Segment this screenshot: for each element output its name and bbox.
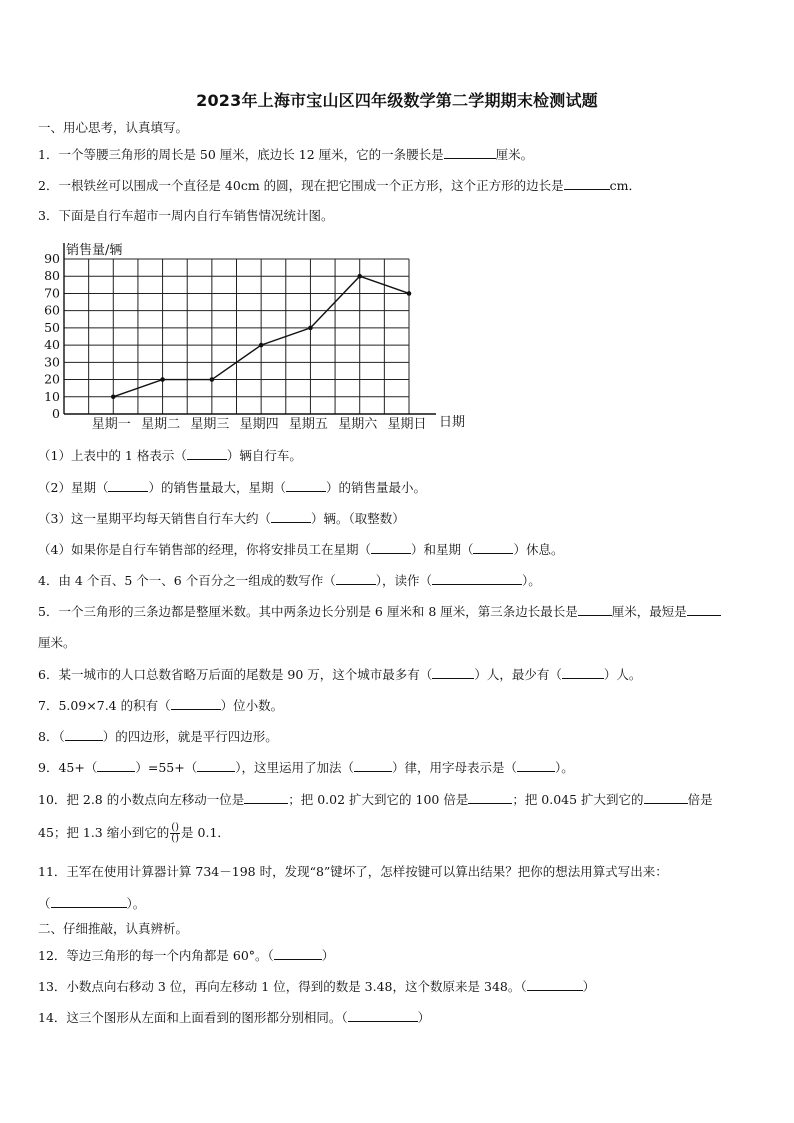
question-text: （2）星期（ (38, 480, 109, 495)
y-tick-label: 30 (44, 354, 60, 370)
question-text: ）人，最少有（ (474, 667, 562, 682)
y-tick-label: 80 (44, 268, 60, 284)
x-tick-label: 星期五 (288, 417, 328, 432)
question-text: ）辆。（取整数） (310, 511, 405, 526)
question-text: 14．这三个图形从左面和上面看到的图形都分别相同。（ (38, 1010, 348, 1025)
answer-blank[interactable] (108, 479, 148, 492)
question-text: ）。 (521, 573, 541, 588)
x-axis-label: 日期 (439, 415, 466, 430)
answer-blank[interactable] (644, 791, 688, 804)
question-text: ） (417, 1010, 431, 1025)
question-3-4 (38, 541, 564, 558)
question-text: 4．由 4 个百、5 个一、6 个百分之一组成的数写作（ (38, 573, 336, 588)
question-6 (38, 666, 641, 683)
answer-blank[interactable] (271, 510, 311, 523)
question-text: ），读作（ (375, 573, 432, 588)
question-11: 11．王军在使用计算器计算 734－198 时，发现“8”键坏了，怎样按键可以算出结果？把你的想法用算式写出来： (38, 864, 668, 879)
question-11-answer (38, 895, 145, 912)
answer-blank[interactable] (97, 759, 135, 772)
question-7 (38, 697, 283, 714)
question-1 (38, 146, 533, 163)
fraction-numerator: () (171, 822, 180, 833)
question-12 (38, 947, 334, 964)
answer-blank[interactable] (564, 177, 610, 190)
y-tick-label: 50 (44, 319, 60, 335)
question-4 (38, 572, 541, 589)
answer-blank[interactable] (432, 666, 474, 679)
answer-blank[interactable] (348, 1009, 418, 1022)
y-tick-labels (44, 251, 60, 421)
question-text: 10．把 2.8 的小数点向左移动一位是 (38, 792, 245, 807)
answer-blank[interactable] (473, 541, 513, 554)
y-tick-label: 40 (44, 337, 60, 353)
question-text: ）人。 (603, 667, 642, 682)
question-text: ），这里运用了加法（ (235, 760, 354, 775)
question-text: 13．小数点向右移动 3 位，再向左移动 1 位，得到的数是 3.48，这个数原来是 348。（ (38, 979, 527, 994)
question-10-cont (38, 823, 230, 844)
question-text: 5．一个三角形的三条边都是整厘米数。其中两条边长分别是 6 厘米和 8 厘米，第三条边长最长是 (38, 604, 578, 619)
fraction-blank[interactable] (170, 823, 180, 844)
y-tick-label: 0 (52, 406, 60, 421)
x-tick-label: 星期二 (141, 417, 181, 432)
question-text: ）和星期（ (410, 542, 474, 557)
y-tick-label: 60 (44, 302, 60, 318)
question-text: ）。 (126, 896, 146, 911)
question-text: ） (321, 948, 335, 963)
data-point (357, 274, 362, 279)
answer-blank[interactable] (244, 791, 288, 804)
question-8 (38, 728, 278, 745)
answer-blank[interactable] (197, 759, 235, 772)
answer-blank[interactable] (171, 697, 221, 710)
question-2 (38, 177, 641, 194)
question-10 (38, 791, 713, 808)
x-tick-label: 星期六 (338, 417, 378, 432)
question-text: ）的销售量最小。 (325, 480, 426, 495)
question-text: （1）上表中的 1 格表示（ (38, 448, 187, 463)
data-point (407, 291, 412, 296)
question-5-cont: 厘米。 (38, 635, 76, 650)
question-text: ）律，用字母表示是（ (391, 760, 517, 775)
y-axis-label: 销售量/辆 (66, 243, 123, 258)
question-text: 12．等边三角形的每一个内角都是 60°。（ (38, 948, 274, 963)
question-text: ；把 0.045 扩大到它的 (512, 792, 644, 807)
question-9 (38, 759, 574, 776)
question-text: ） (582, 979, 596, 994)
answer-blank[interactable] (336, 572, 376, 585)
question-text: （ (38, 896, 51, 911)
data-point (160, 377, 165, 382)
answer-blank[interactable] (444, 146, 496, 159)
question-text: 6．某一城市的人口总数省略万后面的尾数是 90 万，这个城市最多有（ (38, 667, 433, 682)
question-text: （3）这一星期平均每天销售自行车大约（ (38, 511, 271, 526)
answer-blank[interactable] (371, 541, 411, 554)
question-13 (38, 978, 595, 995)
answer-blank[interactable] (274, 947, 322, 960)
question-text: ）=55+（ (135, 760, 198, 775)
question-5 (38, 603, 721, 620)
question-text: 倍是 (687, 792, 713, 807)
question-text: cm． (609, 178, 642, 193)
answer-blank[interactable] (354, 759, 392, 772)
question-text: 厘米。 (495, 147, 534, 162)
question-text: ；把 0.02 扩大到它的 100 倍是 (288, 792, 469, 807)
section-heading-2: 二、仔细推敲，认真辨析。 (38, 921, 189, 936)
chart-axes (64, 243, 436, 414)
question-3-1 (38, 447, 302, 464)
x-tick-label: 星期一 (91, 417, 131, 432)
y-tick-label: 70 (44, 285, 60, 301)
x-tick-label: 星期日 (387, 417, 427, 432)
answer-blank[interactable] (51, 895, 127, 908)
question-text: 8．（ (38, 729, 65, 744)
y-tick-label: 10 (44, 388, 60, 404)
question-3-3 (38, 510, 405, 527)
question-text: （4）如果你是自行车销售部的经理，你将安排员工在星期（ (38, 542, 371, 557)
question-text: 厘米，最短是 (611, 604, 687, 619)
data-point (308, 326, 313, 331)
answer-blank[interactable] (286, 479, 326, 492)
y-tick-label: 90 (44, 251, 60, 266)
question-text: ）的销售量最大，星期（ (148, 480, 286, 495)
data-point (210, 377, 215, 382)
chart-grid (64, 259, 409, 414)
question-text: 9．45+（ (38, 760, 98, 775)
answer-blank[interactable] (562, 666, 604, 679)
x-tick-label: 星期四 (239, 417, 279, 432)
answer-blank[interactable] (432, 572, 522, 585)
question-text: 是 0.1． (181, 825, 230, 840)
answer-blank[interactable] (187, 447, 227, 460)
answer-blank[interactable] (578, 603, 612, 616)
page-title: 2023年上海市宝山区四年级数学第二学期期末检测试题 (196, 91, 598, 110)
section-heading-1: 一、用心思考，认真填写。 (38, 120, 189, 135)
data-point (259, 343, 264, 348)
question-text: ）位小数。 (220, 698, 284, 713)
question-3: 3．下面是自行车超市一周内自行车销售情况统计图。 (38, 208, 334, 223)
answer-blank[interactable] (65, 728, 103, 741)
data-point (111, 394, 116, 399)
question-text: 1．一个等腰三角形的周长是 50 厘米，底边长 12 厘米，它的一条腰长是 (38, 147, 444, 162)
question-text: ）辆自行车。 (226, 448, 302, 463)
question-3-2 (38, 479, 426, 496)
question-text: ）休息。 (513, 542, 564, 557)
x-tick-label: 星期三 (190, 417, 230, 432)
y-tick-label: 20 (44, 371, 60, 387)
answer-blank[interactable] (517, 759, 555, 772)
question-text: ）的四边形，就是平行四边形。 (102, 729, 278, 744)
question-14 (38, 1009, 430, 1026)
fraction-denominator: () (171, 833, 180, 844)
question-text: 2．一根铁丝可以围成一个直径是 40cm 的圆，现在把它围成一个正方形，这个正方形的边长是 (38, 178, 564, 193)
answer-blank[interactable] (468, 791, 512, 804)
sales-line-chart (36, 237, 476, 437)
question-text: ）。 (554, 760, 574, 775)
question-text: 45；把 1.3 缩小到它的 (38, 825, 170, 840)
answer-blank[interactable] (687, 603, 721, 616)
answer-blank[interactable] (527, 978, 583, 991)
question-text: 7．5.09×7.4 的积有（ (38, 698, 171, 713)
x-tick-labels (92, 417, 427, 432)
